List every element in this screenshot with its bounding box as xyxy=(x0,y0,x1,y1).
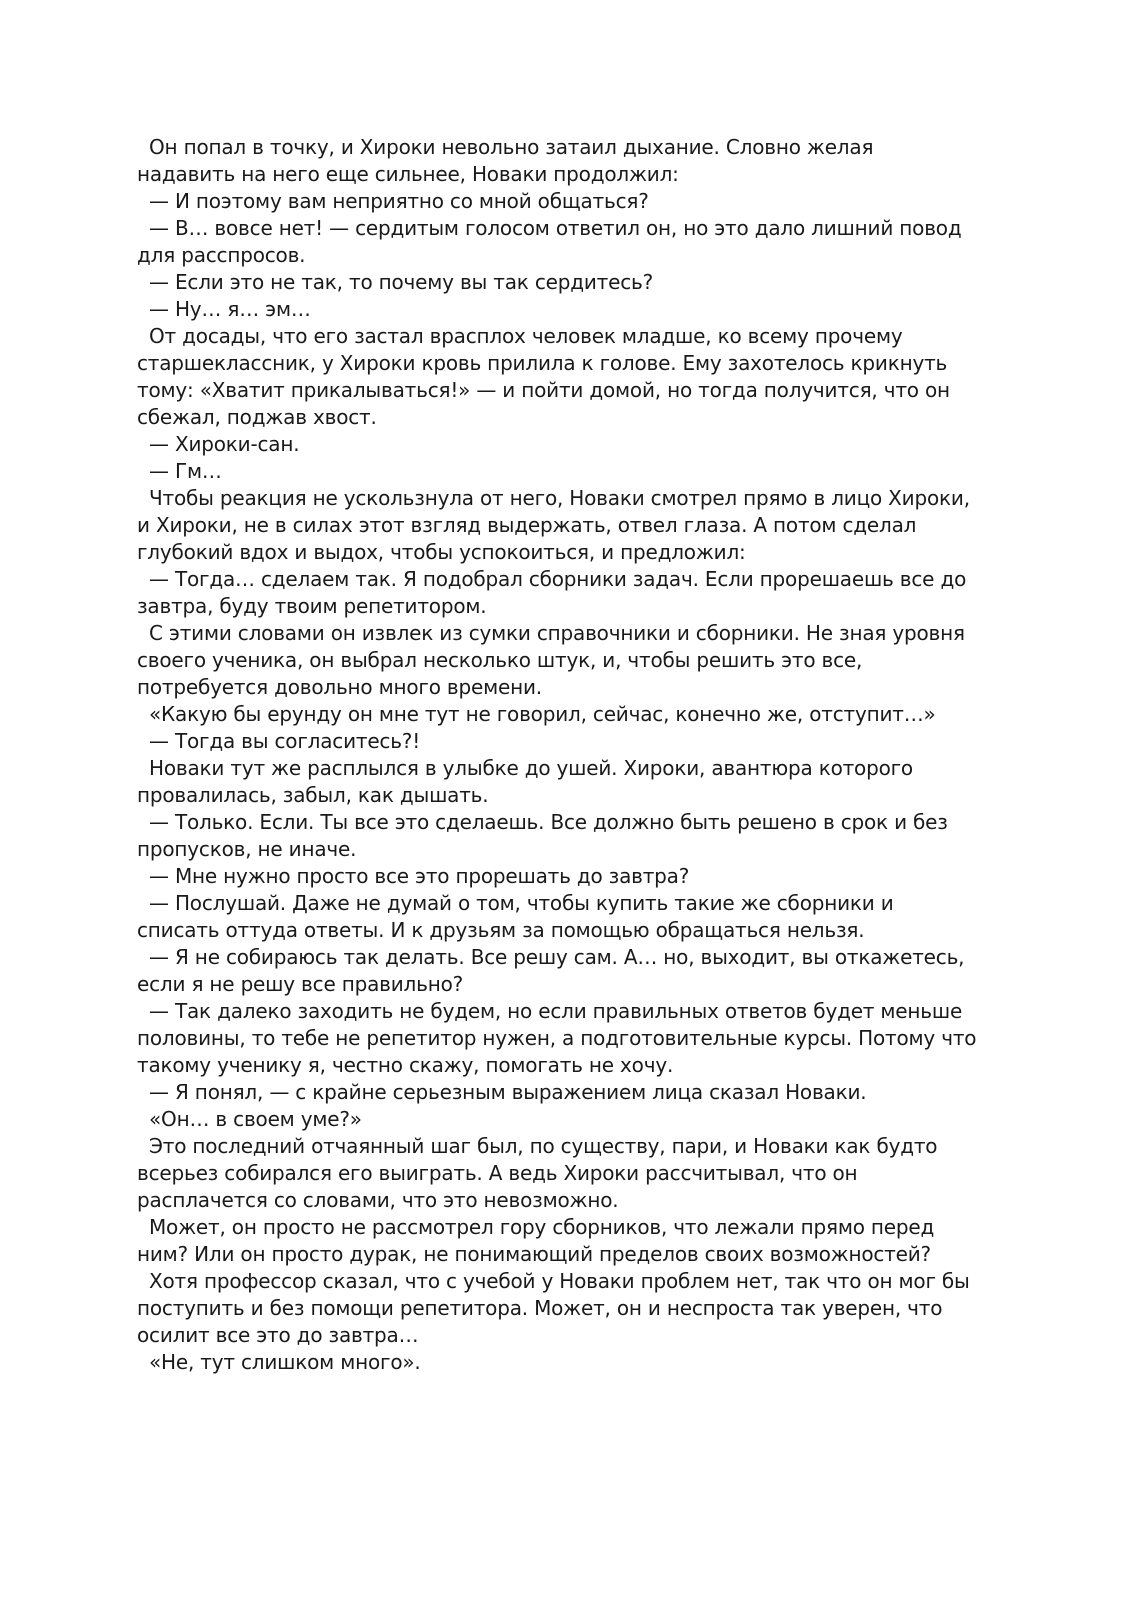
paragraph: — Я понял, — с крайне серьезным выражением лица сказал Новаки. xyxy=(149,1080,867,1104)
paragraph: — Тогда… сделаем так. Я подобрал сборники задач. Если прорешаешь все до завтра, буду твоим репетитором. xyxy=(137,567,967,618)
paragraph: — Только. Если. Ты все это сделаешь. Все должно быть решено в срок и без пропусков, не иначе. xyxy=(137,810,948,861)
paragraph: — Гм… xyxy=(149,459,222,483)
paragraph: — Тогда вы согласитесь?! xyxy=(149,729,421,753)
paragraph: Может, он просто не рассмотрел гору сборников, что лежали прямо перед ним? Или он просто дурак, не понимающий пределов своих возможностей? xyxy=(137,1215,935,1266)
paragraph: — Хироки-сан. xyxy=(149,432,300,456)
paragraph: — Я не собираюсь так делать. Все решу сам. А… но, выходит, вы откажетесь, если я не решу все правильно? xyxy=(137,945,965,996)
paragraph: Это последний отчаянный шаг был, по существу, пари, и Новаки как будто всерьез собирался его выиграть. А ведь Хироки рассчитывал, что он расплачется со словами, что это невозможно. xyxy=(137,1134,938,1212)
paragraph: — Так далеко заходить не будем, но если правильных ответов будет меньше половины, то тебе не репетитор нужен, а подготовительные курсы. Потому что такому ученику я, честно скажу, помогать не хочу. xyxy=(137,999,977,1077)
paragraph: — Послушай. Даже не думай о том, чтобы купить такие же сборники и списать оттуда ответы. И к друзьям за помощью обращаться нельзя. xyxy=(137,891,894,942)
paragraph: — Мне нужно просто все это прорешать до завтра? xyxy=(149,864,690,888)
paragraph: Чтобы реакция не ускользнула от него, Новаки смотрел прямо в лицо Хироки, и Хироки, не в силах этот взгляд выдержать, отвел глаза. А потом сделал глубокий вдох и выдох, чтобы успокоиться, и предложил: xyxy=(137,486,970,564)
paragraph: — В… вовсе нет! — сердитым голосом ответил он, но это дало лишний повод для расспросов. xyxy=(137,216,962,267)
paragraph: Он попал в точку, и Хироки невольно затаил дыхание. Словно желая надавить на него еще сильнее, Новаки продолжил: xyxy=(137,135,874,186)
paragraph: «Не, тут слишком много». xyxy=(149,1350,421,1374)
paragraph: От досады, что его застал врасплох человек младше, ко всему прочему старшеклассник, у Хироки кровь прилила к голове. Ему захотелось крикнуть тому: «Хватит прикалываться!» — и пойти домой, но тогда получится, что он сбежал, поджав хвост. xyxy=(137,324,950,429)
paragraph: С этими словами он извлек из сумки справочники и сборники. Не зная уровня своего ученика, он выбрал несколько штук, и, чтобы решить это все, потребуется довольно много времени. xyxy=(137,621,965,699)
paragraph: «Какую бы ерунду он мне тут не говорил, сейчас, конечно же, отступит…» xyxy=(149,702,936,726)
paragraph: — Если это не так, то почему вы так сердитесь? xyxy=(149,270,654,294)
paragraph: «Он… в своем уме?» xyxy=(149,1107,362,1131)
paragraph: — И поэтому вам неприятно со мной общаться? xyxy=(149,189,649,213)
paragraph: Хотя профессор сказал, что с учебой у Новаки проблем нет, так что он мог бы поступить и без помощи репетитора. Может, он и неспроста так уверен, что осилит все это до завтра… xyxy=(137,1269,970,1347)
document-page xyxy=(137,134,977,1376)
paragraph: Новаки тут же расплылся в улыбке до ушей. Хироки, авантюра которого провалилась, забыл, как дышать. xyxy=(137,756,913,807)
paragraph: — Ну… я… эм… xyxy=(149,297,311,321)
